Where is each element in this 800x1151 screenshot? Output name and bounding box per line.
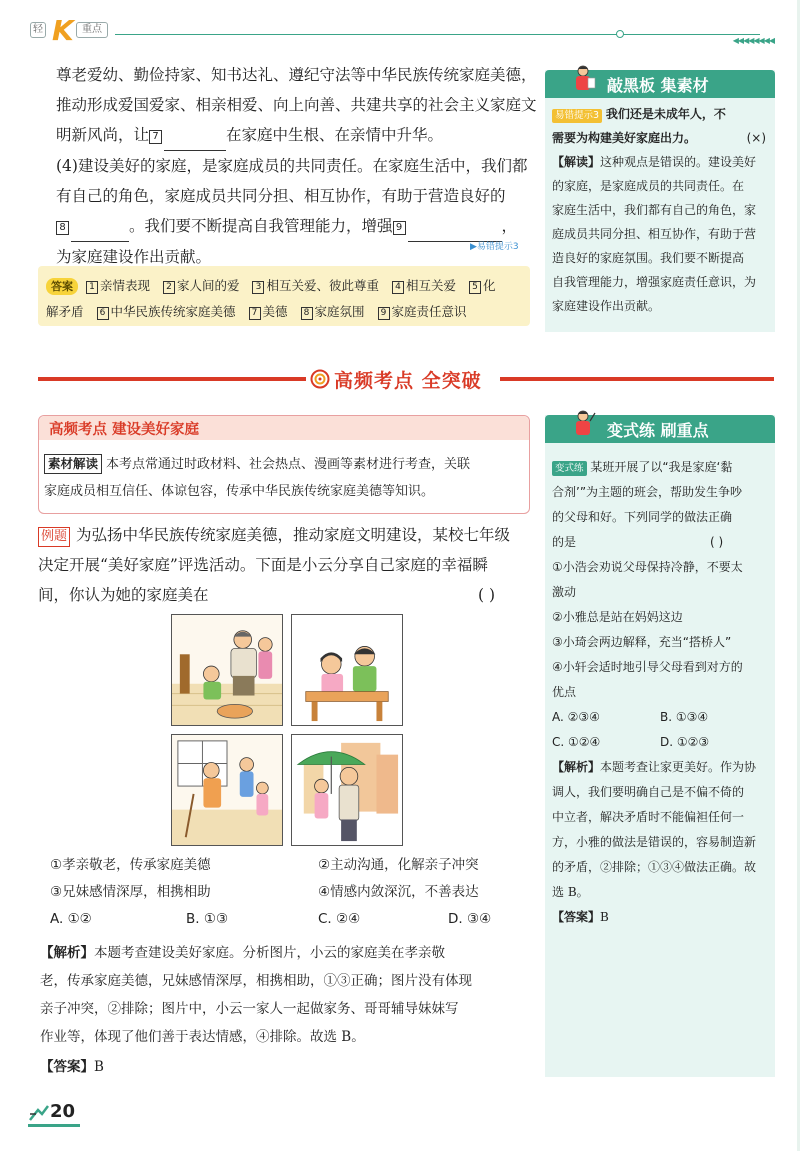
sidebar-title: 敲黑板 集素材 <box>607 76 709 95</box>
statement: ③兄妹感情深厚，相携相助 <box>50 884 211 900</box>
sidebar-title: 变式练 刷重点 <box>607 421 709 440</box>
option-c[interactable]: C. ②④ <box>318 911 361 927</box>
sidebar-practice <box>545 415 775 1077</box>
page-number-badge <box>28 1100 76 1126</box>
example-question: 例题 为弘扬中华民族传统家庭美德，推动家庭文明建设，某校七年级 决定开展“美好家庭”评选活动。下面是小云分享自己家庭的幸福瞬 间，你认为她的家庭美在 ( ) <box>38 526 511 604</box>
option-a[interactable]: A. ①② <box>50 911 92 927</box>
intro-line: 为家庭建设作出贡献。 <box>56 248 212 266</box>
sidebar-header <box>545 70 775 98</box>
blank-number: 8 <box>56 221 69 235</box>
footer-rule <box>28 1124 80 1127</box>
sidebar-blackboard <box>545 70 775 332</box>
intro-line: 有自己的角色，家庭成员共同分担、相互协作，有助于营造良好的 <box>56 187 506 205</box>
header-dot <box>616 30 624 38</box>
page-number: 20 <box>50 1101 76 1122</box>
runner-icon <box>28 1104 50 1122</box>
intro-line: 明新风尚，让 7 在家庭中生根、在亲情中升华。 <box>56 120 526 151</box>
statement: ④情感内敛深沉，不善表达 <box>318 884 479 900</box>
illustration-umbrella <box>291 734 403 846</box>
teacher-figure-icon <box>570 64 596 96</box>
sidebar-header <box>545 415 775 443</box>
illustration-homework <box>291 614 403 726</box>
header-rule <box>115 34 760 35</box>
logo-left-char: 轻 <box>30 22 46 38</box>
option-d[interactable]: D. ③④ <box>448 911 492 927</box>
option-d[interactable]: D. ①②③ <box>660 735 710 749</box>
option-c[interactable]: C. ①②④ <box>552 735 601 749</box>
answer-value: B <box>600 910 609 924</box>
option-b[interactable]: B. ①③ <box>186 911 229 927</box>
fill-blank <box>164 120 226 151</box>
answer-label: 【答案】 <box>40 1059 94 1075</box>
intro-paragraph <box>56 60 537 272</box>
answer-box: 答案 1 亲情表现 2 家人间的爱 3 相互关爱、彼此尊重 4 相互关爱 5 化 解矛盾 6 中华民族传统家庭美德 7 美德 8 家庭氛围 9 家庭责任意识 <box>38 266 530 326</box>
sidebar-body: 易错提示3 我们还是未成年人，不 需要为构建美好家庭出力。 (×) 【解读】这种观点是错误的。建设美好 的家庭，是家庭成员的共同责任。在 家庭生活中，我们都有自己的角色，家 庭成员共同分担、相互协作，有助于营 造良好的家庭氛围。我们要不断提高 自我管理能力，增强家庭责任意识，为 家庭建设作出贡献。 <box>552 107 766 313</box>
blank-number: 9 <box>393 221 406 235</box>
logo-k: K <box>52 14 74 47</box>
banner-line-left <box>38 377 306 381</box>
option-a[interactable]: A. ②③④ <box>552 710 600 724</box>
section-banner-title: 高频考点 全突破 <box>334 370 482 392</box>
hot-topic-box <box>38 415 530 514</box>
example-explanation: 【解析】本题考查建设美好家庭。分析图片，小云的家庭美在孝亲敬 老，传承家庭美德，兄妹感情深厚，相携相助，①③正确；图片没有体现 亲子冲突，②排除；图片中，小云一家人一起做家务、哥哥辅导妹妹写 作业等，体现了他们善于表达情感，④排除。故选 B。 【答案】B <box>40 945 472 1075</box>
header-arrows-decor: ◀◀◀◀◀◀◀◀ <box>732 36 774 45</box>
example-statements <box>50 852 492 933</box>
logo-right-chars: 重点 <box>76 22 108 38</box>
intro-line: 尊老爱幼、勤俭持家、知书达礼、遵纪守法等中华民族传统家庭美德， <box>56 66 537 84</box>
banner-line-right <box>500 377 774 381</box>
option-b[interactable]: B. ①③④ <box>660 710 709 724</box>
example-tag: 例题 <box>38 527 70 547</box>
statement: ②主动沟通，化解亲子冲突 <box>318 857 479 873</box>
hot-topic-header <box>39 416 529 440</box>
error-hint-link[interactable]: ▶易错提示3 <box>470 242 519 252</box>
hot-topic-title: 高频考点 建设美好家庭 <box>49 422 200 438</box>
answer-value: B <box>94 1059 104 1075</box>
intro-line: 推动形成爱国爱家、相亲相爱、向上向善、共建共享的社会主义家庭文 <box>56 96 537 114</box>
practice-body: 变式练 某班开展了以“我是家庭‘黏 合剂’”为主题的班会，帮助发生争吵 的父母和好。下列同学的做法正确 的是 ( ) ①小浩会劝说父母保持冷静，不要太 激动 ②小雅总是站在妈妈这边 ③小琦会两边解释，充当“搭桥人” ④小轩会适时地引导父母看到对方的 优点 A. ②③④ B. ①③④ C. ①②④ D. ①②③ 【解析】本题考查让家更美好。作为协 调人，我们要明确自己是不偏不倚的 中立者，解决矛盾时不能偏袒任何一 方，小雅的做法是错误的，容易制造新 的矛盾，②排除；①③④做法正确。故 选 B。 【答案】B <box>552 455 770 930</box>
error-tip-tag: 易错提示3 <box>552 109 602 123</box>
intro-line: (4)建设美好的家庭，是家庭成员的共同责任。在家庭生活中，我们都 <box>56 157 528 175</box>
material-interpretation: 素材解读 本考点常通过时政材料、社会热点、漫画等素材进行考查，关联 家庭成员相互信任、体谅包容，传承中华民族传统家庭美德等知识。 <box>44 456 471 499</box>
statement: ①孝亲敬老，传承家庭美德 <box>50 857 211 873</box>
practice-explanation: 【解析】本题考查让家更美好。作为协 调人，我们要明确自己是不偏不倚的 中立者，解决矛盾时不能偏袒任何一 方，小雅的做法是错误的，容易制造新 的矛盾，②排除；①③④做法正确。故 选 B。 【答案】B <box>552 760 757 924</box>
illustration-chores <box>171 734 283 846</box>
illustration-washing-feet <box>171 614 283 726</box>
material-tag: 素材解读 <box>44 454 102 474</box>
practice-tag: 变式练 <box>552 461 587 476</box>
book-logo <box>30 14 130 47</box>
intro-line: 8 。我们要不断提高自我管理能力，增强 9 ， <box>56 211 526 242</box>
answer-label: 【答案】 <box>552 910 601 924</box>
fill-blank <box>71 211 129 242</box>
student-figure-icon <box>570 409 596 441</box>
blank-number: 7 <box>149 130 162 144</box>
answer-tag: 答案 <box>46 278 78 295</box>
fill-blank <box>408 211 502 242</box>
spiral-icon <box>310 369 330 389</box>
